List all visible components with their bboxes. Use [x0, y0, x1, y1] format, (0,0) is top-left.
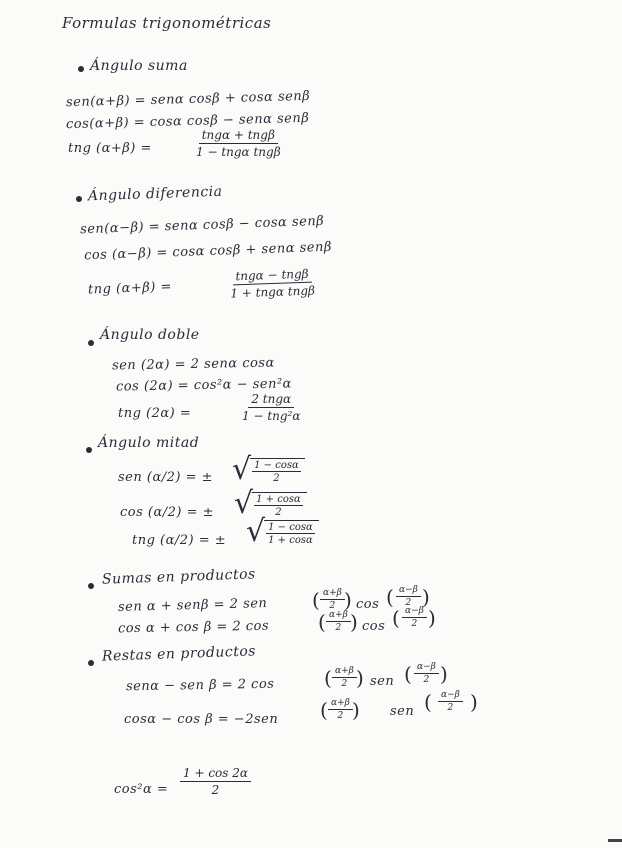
bullet: [86, 447, 92, 453]
formula-resta-sen-mid: sen: [370, 674, 395, 689]
fraction-numerator: α+β: [320, 588, 345, 600]
fraction-alpha-minus-beta: [396, 585, 421, 608]
bullet: [88, 660, 94, 666]
fraction-tng-suma: [196, 128, 281, 159]
fraction-alpha-plus-beta: [332, 666, 357, 689]
formula-suma-cos-lhs: cos α + cos β = 2 cos: [117, 618, 270, 637]
fraction-numerator: α+β: [332, 666, 357, 678]
heading-angulo-mitad: Ángulo mitad: [98, 435, 200, 451]
sqrt-numerator: 1 − cosα: [268, 522, 313, 533]
fraction-numerator: α−β: [438, 690, 463, 702]
sqrt-symbol: √: [234, 486, 254, 521]
fraction-numerator: α−β: [414, 662, 439, 674]
fraction-denominator: 1 − tng²α: [242, 409, 301, 423]
formula-sen-diferencia: sen(α−β) = senα cosβ − cosα senβ: [79, 213, 325, 238]
fraction-numerator: tngα + tngβ: [199, 128, 278, 144]
fraction-denominator: 1 + tngα tngβ: [230, 283, 316, 301]
fraction-denominator: 2: [423, 675, 430, 685]
fraction-alpha-plus-beta: [328, 698, 353, 721]
sqrt-sen-mitad: [232, 452, 305, 488]
fraction-numerator: 2 tngα: [248, 392, 294, 408]
sqrt-numerator: 1 − cosα: [254, 460, 299, 471]
formula-cos-mitad-lhs: cos (α/2) = ±: [120, 505, 215, 520]
fraction-tng-doble: [242, 392, 300, 423]
paren-close: ): [344, 588, 352, 612]
sqrt-symbol: √: [246, 514, 266, 549]
fraction-denominator: 2: [211, 783, 220, 797]
page-edge-mark: [608, 839, 622, 842]
formula-tng-mitad-lhs: tng (α/2) = ±: [132, 533, 227, 548]
formula-cos-suma: cos(α+β) = cosα cosβ − senα senβ: [65, 110, 310, 133]
paren-close: ): [440, 662, 448, 686]
heading-angulo-diferencia: Ángulo diferencia: [87, 183, 223, 205]
formula-sen-suma: sen(α+β) = senα cosβ + cosα senβ: [65, 88, 311, 111]
heading-angulo-doble: Ángulo doble: [100, 327, 200, 343]
fraction-alpha-minus-beta: [414, 662, 439, 685]
paren-close: ): [428, 606, 436, 630]
fraction-alpha-minus-beta: [438, 690, 463, 713]
formula-sen-mitad-lhs: sen (α/2) = ±: [118, 470, 213, 485]
formula-suma-sen-lhs: sen α + senβ = 2 sen: [117, 596, 268, 615]
fraction-cos-squared: [180, 766, 251, 797]
fraction-numerator: α−β: [402, 606, 427, 618]
bullet: [88, 340, 94, 346]
paren-close: ): [470, 690, 478, 714]
paren-close: ): [356, 666, 364, 690]
sqrt-cos-mitad: [234, 486, 307, 522]
fraction-numerator: α−β: [396, 585, 421, 597]
paren-close: ): [352, 698, 360, 722]
formula-resta-sen-lhs: senα − sen β = 2 cos: [125, 676, 275, 695]
paren-open: (: [404, 662, 412, 686]
formula-tng-diferencia-lhs: tng (α+β) =: [87, 279, 173, 298]
sqrt-denominator: 2: [273, 473, 280, 484]
formula-suma-cos-mid: cos: [362, 619, 386, 634]
fraction-alpha-minus-beta: [402, 606, 427, 629]
fraction-denominator: 2: [335, 623, 342, 633]
formula-resta-cos-lhs: cosα − cos β = −2sen: [124, 712, 279, 727]
paren-open: (: [318, 610, 326, 634]
paren-close: ): [422, 585, 430, 609]
sqrt-tng-mitad: [246, 514, 319, 550]
fraction-denominator: 1 − tngα tngβ: [196, 145, 281, 159]
heading-angulo-suma: Ángulo suma: [90, 58, 188, 74]
fraction-denominator: 2: [341, 679, 348, 689]
bullet: [78, 66, 84, 72]
sqrt-symbol: √: [232, 452, 252, 487]
fraction-denominator: 2: [337, 711, 344, 721]
bullet: [76, 196, 82, 202]
fraction-numerator: 1 + cos 2α: [180, 766, 251, 782]
fraction-numerator: tngα − tngβ: [232, 267, 312, 286]
formula-sen-doble: sen (2α) = 2 senα cosα: [111, 355, 275, 374]
fraction-alpha-plus-beta: [320, 588, 345, 611]
sqrt-denominator: 1 + cosα: [268, 535, 313, 546]
paren-close: ): [350, 610, 358, 634]
page-title: Formulas trigonométricas: [62, 14, 272, 32]
fraction-numerator: α+β: [328, 698, 353, 710]
heading-sumas-en-productos: Sumas en productos: [101, 566, 256, 588]
heading-restas-en-productos: Restas en productos: [101, 643, 257, 665]
formula-resta-cos-mid: sen: [390, 704, 415, 719]
fraction-denominator: 2: [447, 703, 454, 713]
paren-open: (: [324, 666, 332, 690]
fraction-alpha-plus-beta: [326, 610, 351, 633]
paren-open: (: [392, 606, 400, 630]
formula-cos-diferencia: cos (α−β) = cosα cosβ + senα senβ: [83, 239, 333, 264]
formula-cos-doble: cos (2α) = cos²α − sen²α: [115, 376, 293, 395]
paren-open: (: [320, 698, 328, 722]
paren-open: (: [424, 690, 432, 714]
fraction-denominator: 2: [411, 619, 418, 629]
formula-cos-squared-lhs: cos²α =: [114, 782, 169, 797]
fraction-denominator: 2: [329, 601, 336, 611]
bullet: [88, 583, 94, 589]
formula-tng-suma-lhs: tng (α+β) =: [68, 141, 152, 156]
paren-open: (: [386, 585, 394, 609]
paren-open: (: [312, 588, 320, 612]
formula-suma-sen-mid: cos: [356, 597, 380, 612]
sqrt-denominator: 2: [275, 507, 282, 518]
fraction-denominator: 2: [405, 598, 412, 608]
fraction-tng-diferencia: [229, 267, 315, 301]
formula-tng-doble-lhs: tng (2α) =: [118, 406, 192, 421]
fraction-numerator: α+β: [326, 610, 351, 622]
sqrt-numerator: 1 + cosα: [256, 494, 301, 505]
